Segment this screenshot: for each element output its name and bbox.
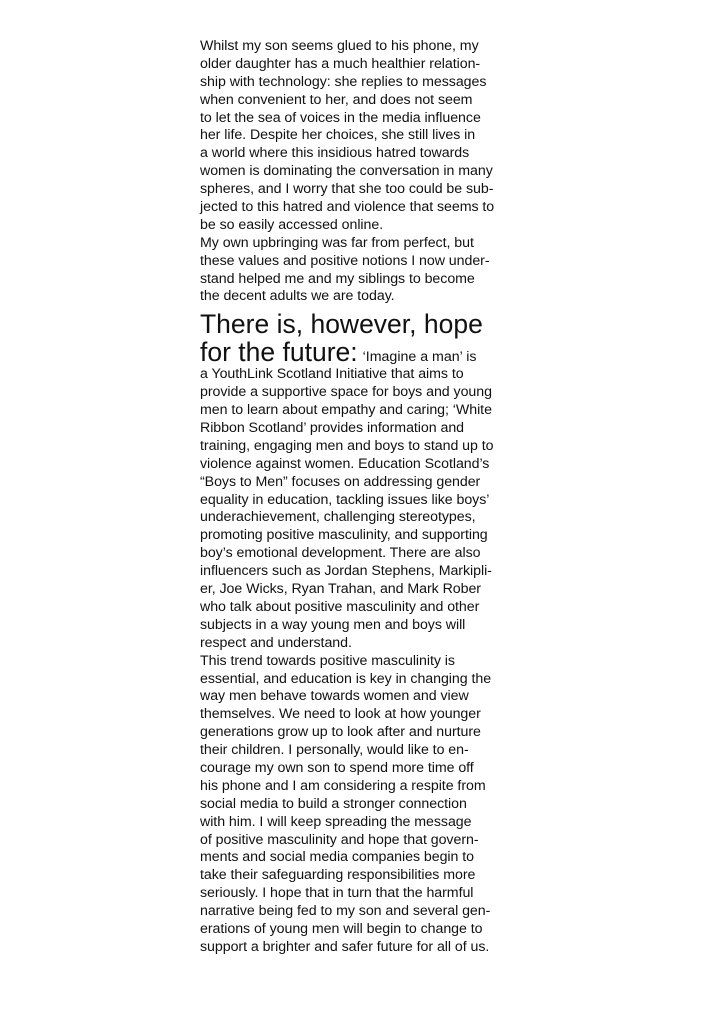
text-line: courage my own son to spend more time off [200, 759, 474, 776]
text-line: My own upbringing was far from perfect, but [200, 234, 474, 251]
heading-text: There is, however, hope [200, 309, 483, 340]
text-line: his phone and I am considering a respite from [200, 777, 486, 794]
text-line: a world where this insidious hatred towards [200, 145, 470, 162]
text-line: This trend towards positive masculinity is [200, 652, 455, 669]
text-line: boy’s emotional development. There are also [200, 545, 481, 562]
text-line: social media to build a stronger connection [200, 795, 467, 812]
text-line: generations grow up to look after and nurture [200, 724, 481, 741]
heading-line-2 [200, 338, 512, 366]
text-line: older daughter has a much healthier relation- [200, 55, 481, 72]
text-line: the decent adults we are today. [200, 288, 395, 305]
text-line: ments and social media companies begin to [200, 849, 474, 866]
paragraph-1 [200, 38, 512, 235]
text-line: erations of young men will begin to change to [200, 920, 483, 937]
text-line: support a brighter and safer future for all of us. [200, 938, 490, 955]
text-line: promoting positive masculinity, and supporting [200, 527, 488, 544]
text-line: who talk about positive masculinity and other [200, 598, 480, 615]
text-line: be so easily accessed online. [200, 216, 384, 233]
text-line: spheres, and I worry that she too could be sub- [200, 181, 494, 198]
text-line: seriously. I hope that in turn that the harmful [200, 885, 474, 902]
paragraph-2 [200, 235, 512, 307]
text-line: equality in education, tackling issues like boys’ [200, 491, 490, 508]
text-line: underachievement, challenging stereotypes, [200, 509, 476, 526]
text-line: Whilst my son seems glued to his phone, my [200, 38, 479, 54]
text-line: ship with technology: she replies to messages [200, 73, 487, 90]
text-line: essential, and education is key in changing the [200, 670, 492, 687]
text-line: take their safeguarding responsibilities more [200, 867, 476, 884]
text-line: subjects in a way young men and boys will [200, 616, 466, 633]
text-line: their children. I personally, would like to en- [200, 742, 469, 759]
text-line: influencers such as Jordan Stephens, Markipli- [200, 563, 492, 580]
text-line: respect and understand. [200, 634, 352, 651]
article-column [200, 38, 512, 957]
paragraph-4 [200, 653, 512, 957]
paragraph-3 [200, 366, 512, 652]
text-line: a YouthLink Scotland Initiative that aims to [200, 366, 464, 383]
text-line: to let the sea of voices in the media influence [200, 109, 481, 126]
pull-heading [200, 310, 512, 366]
text-line: er, Joe Wicks, Ryan Trahan, and Mark Rober [200, 581, 481, 598]
text-line: violence against women. Education Scotland’s [200, 455, 490, 472]
heading-text: for the future: [200, 337, 358, 368]
text-line: way men behave towards women and view [200, 688, 469, 705]
text-line: stand helped me and my siblings to become [200, 270, 475, 287]
text-line: women is dominating the conversation in many [200, 163, 493, 180]
text-line: her life. Despite her choices, she still lives in [200, 127, 476, 144]
text-line: narrative being fed to my son and several gen- [200, 903, 491, 920]
text-line: men to learn about empathy and caring; ‘White [200, 402, 492, 419]
text-line: with him. I will keep spreading the message [200, 813, 472, 830]
text-line: training, engaging men and boys to stand up to [200, 437, 494, 454]
text-line: provide a supportive space for boys and young [200, 384, 492, 401]
text-line: of positive masculinity and hope that govern- [200, 831, 479, 848]
text-line: jected to this hatred and violence that seems to [200, 199, 495, 216]
text-line: these values and positive notions I now under- [200, 252, 490, 269]
text-line: themselves. We need to look at how younger [200, 706, 481, 723]
text-line: when convenient to her, and does not seem [200, 91, 473, 108]
text-line: “Boys to Men” focuses on addressing gender [200, 473, 481, 490]
text-line: Ribbon Scotland’ provides information and [200, 420, 464, 437]
heading-continuation-text: ‘Imagine a man’ is [362, 349, 477, 366]
heading-line-1 [200, 310, 512, 338]
